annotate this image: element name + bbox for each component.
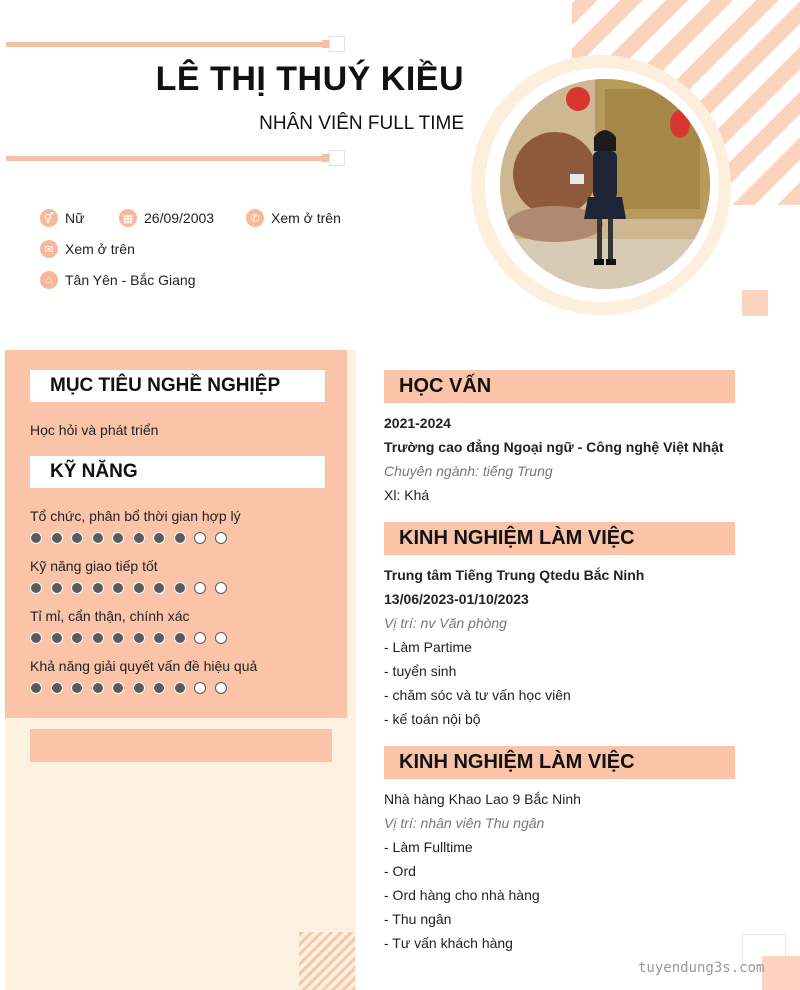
decor-square-small [742, 290, 768, 316]
skill-rating [30, 632, 235, 644]
decor-square-bottom [329, 150, 345, 166]
rating-dot-empty [194, 682, 206, 694]
experience2-company: Nhà hàng Khao Lao 9 Bắc Ninh [384, 791, 581, 807]
experience1-company: Trung tâm Tiếng Trung Qtedu Bắc Ninh [384, 567, 645, 583]
left-column-edge [347, 350, 356, 718]
decor-bar-bottom [6, 156, 328, 161]
gender-icon: ⚥ [40, 209, 58, 227]
empty-section-bar [30, 729, 332, 762]
rating-dot-filled [153, 582, 165, 594]
rating-dot-filled [174, 582, 186, 594]
rating-dot-filled [174, 632, 186, 644]
rating-dot-filled [71, 582, 83, 594]
experience2-duty: - Tư vấn khách hàng [384, 935, 513, 951]
contact-gender [40, 209, 84, 227]
rating-dot-filled [51, 532, 63, 544]
contact-address [40, 271, 195, 289]
rating-dot-filled [153, 532, 165, 544]
rating-dot-filled [71, 682, 83, 694]
skill-label: Tổ chức, phân bổ thời gian hợp lý [30, 508, 241, 524]
rating-dot-empty [215, 532, 227, 544]
rating-dot-filled [174, 682, 186, 694]
experience2-duty: - Ord hàng cho nhà hàng [384, 887, 540, 903]
rating-dot-empty [215, 582, 227, 594]
skills-heading: KỸ NĂNG [30, 456, 325, 488]
experience1-position: Vị trí: nv Văn phòng [384, 615, 507, 631]
rating-dot-filled [51, 632, 63, 644]
rating-dot-filled [112, 632, 124, 644]
home-icon: ⌂ [40, 271, 58, 289]
rating-dot-filled [30, 632, 42, 644]
rating-dot-filled [153, 682, 165, 694]
experience2-duty: - Ord [384, 863, 416, 879]
rating-dot-filled [112, 582, 124, 594]
watermark: tuyendung3s.com [638, 960, 765, 976]
objective-text: Học hỏi và phát triển [30, 422, 159, 438]
skill-label: Khả năng giải quyết vấn đề hiệu quả [30, 658, 258, 674]
rating-dot-filled [133, 682, 145, 694]
rating-dot-filled [153, 632, 165, 644]
experience1-heading: KINH NGHIỆM LÀM VIỆC [384, 522, 735, 555]
decor-square-top [329, 36, 345, 52]
education-years: 2021-2024 [384, 415, 451, 431]
rating-dot-empty [194, 632, 206, 644]
skill-label: Tỉ mỉ, cẩn thận, chính xác [30, 608, 190, 624]
mail-icon: ✉ [40, 240, 58, 258]
contact-gender-value: Nữ [65, 210, 85, 226]
rating-dot-empty [215, 632, 227, 644]
rating-dot-filled [71, 632, 83, 644]
experience2-heading: KINH NGHIỆM LÀM VIỆC [384, 746, 735, 779]
rating-dot-filled [30, 582, 42, 594]
contact-address-value: Tân Yên - Bắc Giang [65, 272, 196, 288]
rating-dot-empty [194, 582, 206, 594]
rating-dot-filled [92, 632, 104, 644]
calendar-icon: ▦ [119, 209, 137, 227]
education-heading: HỌC VẤN [384, 370, 735, 403]
education-school: Trường cao đẳng Ngoại ngữ - Công nghệ Việt Nhật [384, 439, 724, 455]
decor-stripes-bottom [299, 932, 355, 990]
rating-dot-filled [92, 582, 104, 594]
rating-dot-filled [174, 532, 186, 544]
decor-corner-fill [762, 956, 800, 990]
experience1-period: 13/06/2023-01/10/2023 [384, 591, 529, 607]
candidate-role: NHÂN VIÊN FULL TIME [259, 113, 464, 134]
education-grade: Xl: Khá [384, 487, 430, 503]
contact-phone-value: Xem ở trên [271, 210, 341, 226]
skill-rating [30, 582, 235, 594]
avatar-photo [500, 79, 710, 289]
rating-dot-filled [51, 582, 63, 594]
contact-email [40, 240, 135, 258]
skill-rating [30, 532, 235, 544]
rating-dot-filled [92, 682, 104, 694]
contact-birthday [119, 209, 214, 227]
rating-dot-filled [133, 632, 145, 644]
experience1-duty: - chăm sóc và tư vấn học viên [384, 687, 571, 703]
experience2-duty: - Thu ngân [384, 911, 452, 927]
skill-rating [30, 682, 235, 694]
rating-dot-filled [71, 532, 83, 544]
rating-dot-filled [30, 682, 42, 694]
objective-heading: MỤC TIÊU NGHỀ NGHIỆP [30, 370, 325, 402]
rating-dot-filled [133, 582, 145, 594]
avatar [500, 79, 710, 289]
experience1-duty: - Làm Partime [384, 639, 472, 655]
education-major: Chuyên ngành: tiếng Trung [384, 463, 553, 479]
experience1-duty: - kế toán nội bộ [384, 711, 481, 727]
rating-dot-filled [51, 682, 63, 694]
rating-dot-filled [112, 532, 124, 544]
rating-dot-filled [112, 682, 124, 694]
experience1-duty: - tuyển sinh [384, 663, 457, 679]
rating-dot-filled [30, 532, 42, 544]
rating-dot-filled [133, 532, 145, 544]
experience2-position: Vị trí: nhân viên Thu ngân [384, 815, 545, 831]
rating-dot-empty [194, 532, 206, 544]
skill-label: Kỹ năng giao tiếp tốt [30, 558, 158, 574]
rating-dot-filled [92, 532, 104, 544]
decor-bar-top [6, 42, 328, 47]
rating-dot-empty [215, 682, 227, 694]
experience2-duty: - Làm Fulltime [384, 839, 473, 855]
phone-icon: ✆ [246, 209, 264, 227]
contact-phone [246, 209, 341, 227]
contact-birthday-value: 26/09/2003 [144, 210, 215, 226]
contact-email-value: Xem ở trên [65, 241, 135, 257]
candidate-name: LÊ THỊ THUÝ KIỀU [155, 60, 464, 98]
